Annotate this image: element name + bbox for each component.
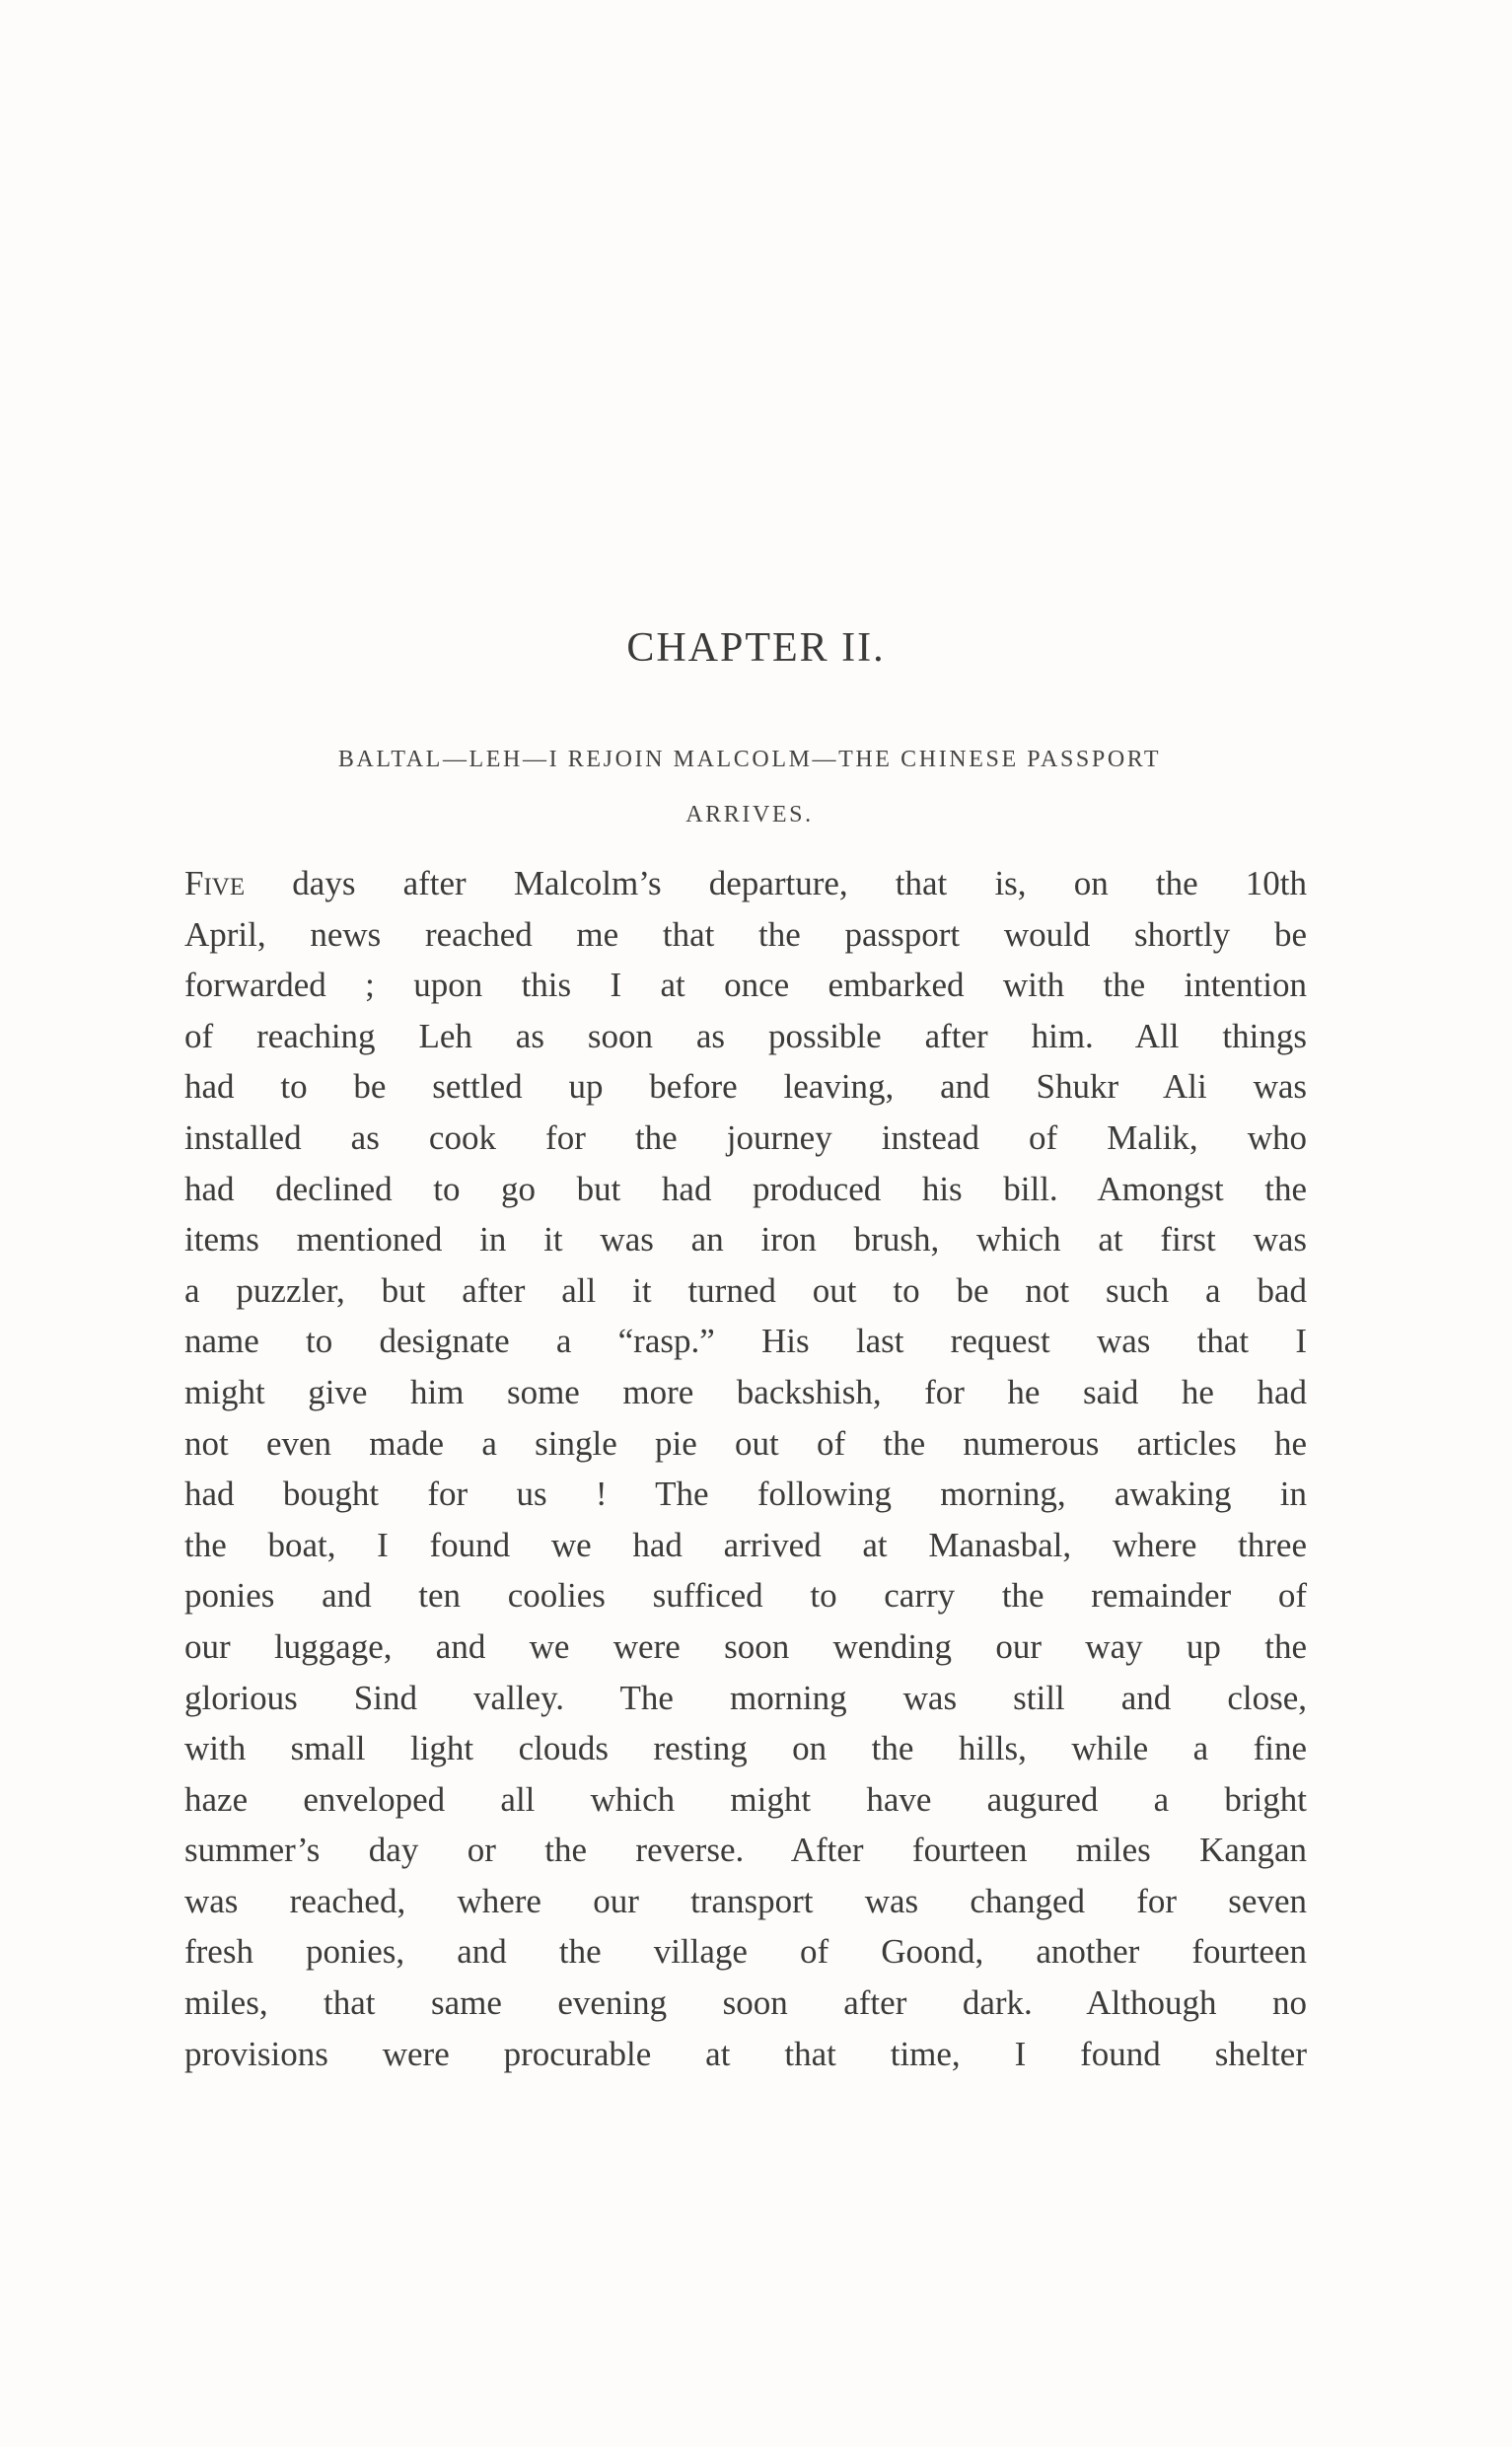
text-line: installed as cook for the journey instead of Malik, who [184,1117,1307,1157]
text-line: forwarded ; upon this I at once embarked with the intention [184,966,1307,1005]
text-line: miles, that same evening soon after dark. Although no [184,1983,1307,2023]
text-line: the boat, I found we had arrived at Manasbal, where three [184,1525,1307,1564]
text-line: had to be settled up before leaving, and Shukr Ali was [184,1067,1307,1107]
text-line: glorious Sind valley. The morning was still and close, [184,1678,1307,1717]
text-line: items mentioned in it was an iron brush, which at first was [184,1220,1307,1259]
opening-word: Five [184,864,246,902]
text-line: was reached, where our transport was changed for seven [184,1881,1307,1920]
text-line: April, news reached me that the passport would shortly be [184,914,1307,954]
text-line: a puzzler, but after all it turned out to be not such a bad [184,1270,1307,1310]
text-line: fresh ponies, and the village of Goond, another fourteen [184,1932,1307,1972]
text-line: our luggage, and we were soon wending our way up the [184,1626,1307,1666]
first-line-rest: days after Malcolm’s departure, that is, on the 10th [292,864,1308,902]
text-line: not even made a single pie out of the numerous articles he [184,1423,1307,1463]
text-line: had bought for us ! The following morning, awaking in [184,1475,1307,1514]
text-line: ponies and ten coolies sufficed to carry the remainder of [184,1576,1307,1616]
text-line-1 [184,858,1307,909]
chapter-subtitle-line-1: BALTAL—LEH—I REJOIN MALCOLM—THE CHINESE PASSPORT [337,747,1162,772]
text-line: might give him some more backshish, for he said he had [184,1372,1307,1411]
chapter-subtitle [187,732,1312,842]
text-line: summer’s day or the reverse. After fourteen miles Kangan [184,1831,1307,1870]
text-line: haze enveloped all which might have augured a bright [184,1779,1307,1819]
text-line: name to designate a “rasp.” His last request was that I [184,1322,1307,1361]
chapter-subtitle-line-2: ARRIVES. [685,802,814,828]
text-line: of reaching Leh as soon as possible after him. All things [184,1016,1307,1055]
text-line: had declined to go but had produced his bill. Amongst the [184,1169,1307,1208]
text-line: with small light clouds resting on the hills, while a fine [184,1729,1307,1768]
text-line: provisions were procurable at that time, I found shelter [184,2034,1307,2073]
body-paragraph [184,858,1307,2079]
chapter-title: CHAPTER II. [626,625,886,671]
